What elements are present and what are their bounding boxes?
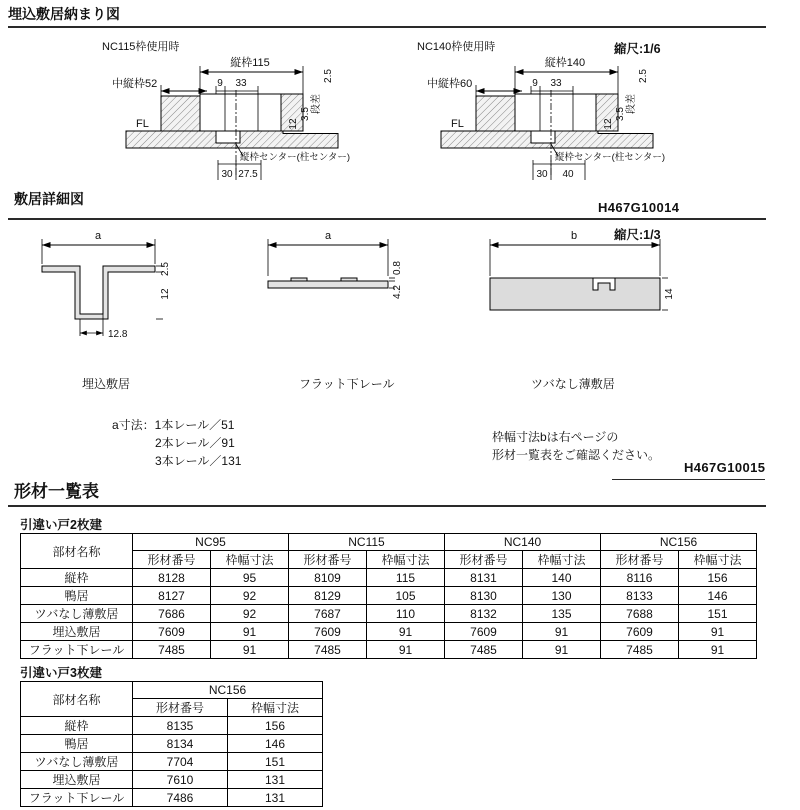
header-group-nc156: NC156	[133, 682, 323, 699]
header-frame-width: 枠幅寸法	[523, 551, 601, 569]
cell-profile-number: 7609	[445, 623, 523, 641]
cell-profile-number: 7609	[289, 623, 367, 641]
cell-frame-width: 146	[679, 587, 757, 605]
a-dimension-note	[112, 416, 241, 470]
cell-part-name: ツバなし薄敷居	[21, 605, 133, 623]
header-profile-number: 形材番号	[133, 551, 211, 569]
dim-label: 2.5	[323, 69, 334, 83]
cell-profile-number: 8116	[601, 569, 679, 587]
floor-level-label: FL	[136, 118, 149, 130]
dim-frame-width	[515, 55, 618, 94]
cell-frame-width: 135	[523, 605, 601, 623]
cell-profile-number: 8127	[133, 587, 211, 605]
dim-label: 4.2	[392, 285, 403, 299]
frame-section-drawing	[476, 94, 618, 131]
note-line: a寸法：1本レール／51	[112, 418, 235, 432]
table-row	[21, 753, 323, 771]
dim-label: 12	[288, 118, 299, 130]
cell-profile-number: 8130	[445, 587, 523, 605]
dim-label: 中縦枠60	[427, 78, 473, 90]
cell-frame-width: 130	[523, 587, 601, 605]
center-note-label: 縦枠センター(柱センター)	[555, 152, 666, 163]
dim-label: 中縦枠52	[112, 78, 158, 90]
header-group-nc115: NC115	[289, 534, 445, 551]
dim-a	[268, 230, 388, 276]
cell-frame-width: 151	[228, 753, 323, 771]
cell-profile-number: 8109	[289, 569, 367, 587]
dim-thickness	[389, 261, 403, 299]
cell-frame-width: 91	[523, 623, 601, 641]
dim-height	[662, 278, 675, 310]
table-row	[21, 623, 757, 641]
dim-label: b	[570, 230, 578, 242]
dim-thickness-depth	[156, 262, 171, 319]
table-caption-three-panel: 引違い戸3枚建	[20, 666, 102, 680]
header-frame-width: 枠幅寸法	[211, 551, 289, 569]
table-row	[21, 641, 757, 659]
dim-label: 30	[536, 169, 548, 180]
dim-label: 段差	[311, 94, 322, 114]
note-line: 2本レール／91	[155, 436, 235, 450]
header-part-name: 部材名称	[21, 534, 133, 569]
center-note-label: 縦枠センター(柱センター)	[240, 152, 351, 163]
cell-part-name: 埋込敷居	[21, 623, 133, 641]
cell-profile-number: 8132	[445, 605, 523, 623]
header-frame-width: 枠幅寸法	[367, 551, 445, 569]
note-line: 形材一覧表をご確認ください。	[492, 448, 661, 462]
cell-profile-number: 8128	[133, 569, 211, 587]
cell-frame-width: 91	[367, 623, 445, 641]
divider-code	[612, 479, 765, 480]
cell-frame-width: 91	[523, 641, 601, 659]
table-caption-two-panel: 引違い戸2枚建	[20, 518, 102, 532]
floor-level-label: FL	[451, 118, 464, 130]
cell-frame-width: 91	[367, 641, 445, 659]
header-profile-number: 形材番号	[445, 551, 523, 569]
cell-frame-width: 115	[367, 569, 445, 587]
header-frame-width: 枠幅寸法	[679, 551, 757, 569]
dim-label: a	[324, 230, 332, 242]
installation-diagram-nc115	[88, 36, 418, 186]
dim-label: 14	[664, 288, 675, 300]
dim-label: 3.5	[615, 107, 626, 121]
section-title-profile-table: 形材一覧表	[14, 482, 99, 501]
dim-mid-frame	[112, 76, 207, 96]
cell-profile-number: 7687	[289, 605, 367, 623]
cell-part-name: 埋込敷居	[21, 771, 133, 789]
dim-mid-frame	[427, 76, 522, 96]
cell-frame-width: 91	[211, 623, 289, 641]
cell-frame-width: 95	[211, 569, 289, 587]
dim-label: 12.8	[108, 329, 128, 340]
cell-part-name: フラット下レール	[21, 641, 133, 659]
flat-rail-profile	[268, 278, 388, 288]
dim-bottom	[533, 160, 585, 180]
dim-label: 縦枠115	[230, 57, 270, 69]
header-group-nc95: NC95	[133, 534, 289, 551]
cell-profile-number: 7486	[133, 789, 228, 807]
dim-label: 0.8	[392, 261, 403, 275]
cell-part-name: 鴨居	[21, 587, 133, 605]
cell-profile-number: 7485	[445, 641, 523, 659]
table-row	[21, 587, 757, 605]
dim-label: 33	[235, 78, 247, 89]
dim-label: 30	[221, 169, 233, 180]
label-embedded-sill: 埋込敷居	[82, 377, 131, 391]
drawing-code-top: H467G10014	[598, 200, 680, 215]
section-title-sill-detail: 敷居詳細図	[14, 191, 84, 207]
cell-profile-number: 8131	[445, 569, 523, 587]
cell-part-name: 縦枠	[21, 569, 133, 587]
frame-section-drawing	[161, 94, 303, 131]
dim-label: 12	[603, 118, 614, 130]
divider-bottom	[8, 505, 766, 507]
note-line: 3本レール／131	[155, 454, 242, 468]
cell-profile-number: 8133	[601, 587, 679, 605]
cell-profile-number: 7704	[133, 753, 228, 771]
cell-frame-width: 140	[523, 569, 601, 587]
dim-label: a	[94, 230, 102, 242]
dim-label: 3.5	[300, 107, 311, 121]
table-header-row	[21, 534, 757, 551]
table-row	[21, 605, 757, 623]
table-row	[21, 717, 323, 735]
cell-profile-number: 8134	[133, 735, 228, 753]
cell-frame-width: 92	[211, 605, 289, 623]
cell-frame-width: 156	[228, 717, 323, 735]
header-profile-number: 形材番号	[601, 551, 679, 569]
dim-label: 27.5	[238, 169, 258, 180]
scale-note-1-3: 縮尺:1/3	[614, 228, 661, 242]
cell-part-name: フラット下レール	[21, 789, 133, 807]
embedded-sill-profile	[42, 266, 155, 319]
divider-top	[8, 26, 766, 28]
cell-frame-width: 131	[228, 771, 323, 789]
header-part-name: 部材名称	[21, 682, 133, 717]
dim-label: 40	[562, 169, 574, 180]
cell-frame-width: 91	[211, 641, 289, 659]
header-group-nc140: NC140	[445, 534, 601, 551]
cell-frame-width: 151	[679, 605, 757, 623]
cell-profile-number: 7485	[133, 641, 211, 659]
dim-label: 12	[160, 288, 171, 300]
dim-label: 9	[217, 78, 223, 89]
dim-bottom	[218, 160, 261, 180]
dim-label: 2.5	[638, 69, 649, 83]
cell-part-name: 鴨居	[21, 735, 133, 753]
table-row	[21, 735, 323, 753]
cell-frame-width: 110	[367, 605, 445, 623]
dim-label: 9	[532, 78, 538, 89]
cell-frame-width: 91	[679, 623, 757, 641]
drawing-code-bottom: H467G10015	[684, 460, 766, 475]
scale-note-1-6: 縮尺:1/6	[614, 42, 661, 56]
three-panel-table	[20, 681, 323, 807]
header-group-nc156: NC156	[601, 534, 757, 551]
header-frame-width: 枠幅寸法	[228, 699, 323, 717]
installation-diagram-nc140	[403, 36, 733, 186]
cell-frame-width: 105	[367, 587, 445, 605]
table-row	[21, 789, 323, 807]
cell-frame-width: 92	[211, 587, 289, 605]
cell-part-name: 縦枠	[21, 717, 133, 735]
diagram-title-nc115: NC115枠使用時	[102, 41, 180, 53]
diagram-title-nc140: NC140枠使用時	[417, 41, 496, 53]
detail-flat-rail	[253, 226, 408, 356]
cell-profile-number: 7686	[133, 605, 211, 623]
cell-profile-number: 8135	[133, 717, 228, 735]
dim-label: 縦枠140	[544, 57, 586, 69]
dim-9-33	[531, 78, 573, 96]
note-line: 枠幅寸法bは右ページの	[492, 430, 619, 444]
cell-profile-number: 7610	[133, 771, 228, 789]
cell-profile-number: 7485	[289, 641, 367, 659]
header-profile-number: 形材番号	[133, 699, 228, 717]
header-profile-number: 形材番号	[289, 551, 367, 569]
table-row	[21, 771, 323, 789]
label-flat-rail: フラット下レール	[299, 377, 395, 391]
cell-profile-number: 8129	[289, 587, 367, 605]
cell-frame-width: 156	[679, 569, 757, 587]
dim-a	[42, 230, 155, 264]
cell-frame-width: 146	[228, 735, 323, 753]
cell-profile-number: 7485	[601, 641, 679, 659]
section-title-installation: 埋込敷居納まり図	[8, 6, 120, 22]
dim-9-33	[216, 78, 258, 96]
dim-label: 段差	[626, 94, 637, 114]
cell-profile-number: 7609	[133, 623, 211, 641]
b-dimension-note	[492, 428, 660, 464]
dim-label: 33	[550, 78, 562, 89]
cell-frame-width: 91	[679, 641, 757, 659]
divider-middle	[8, 218, 766, 220]
detail-thin-sill	[478, 226, 683, 356]
cell-frame-width: 131	[228, 789, 323, 807]
table-header-row	[21, 682, 323, 699]
cell-profile-number: 7688	[601, 605, 679, 623]
dim-label: 2.5	[160, 262, 171, 276]
dim-frame-width	[200, 55, 303, 94]
two-panel-table	[20, 533, 757, 659]
detail-embedded-sill	[20, 226, 195, 356]
table-row	[21, 569, 757, 587]
label-thin-sill: ツバなし薄敷居	[531, 377, 615, 391]
thin-sill-profile	[490, 278, 660, 310]
cell-profile-number: 7609	[601, 623, 679, 641]
dim-b	[490, 230, 660, 276]
cell-part-name: ツバなし薄敷居	[21, 753, 133, 771]
